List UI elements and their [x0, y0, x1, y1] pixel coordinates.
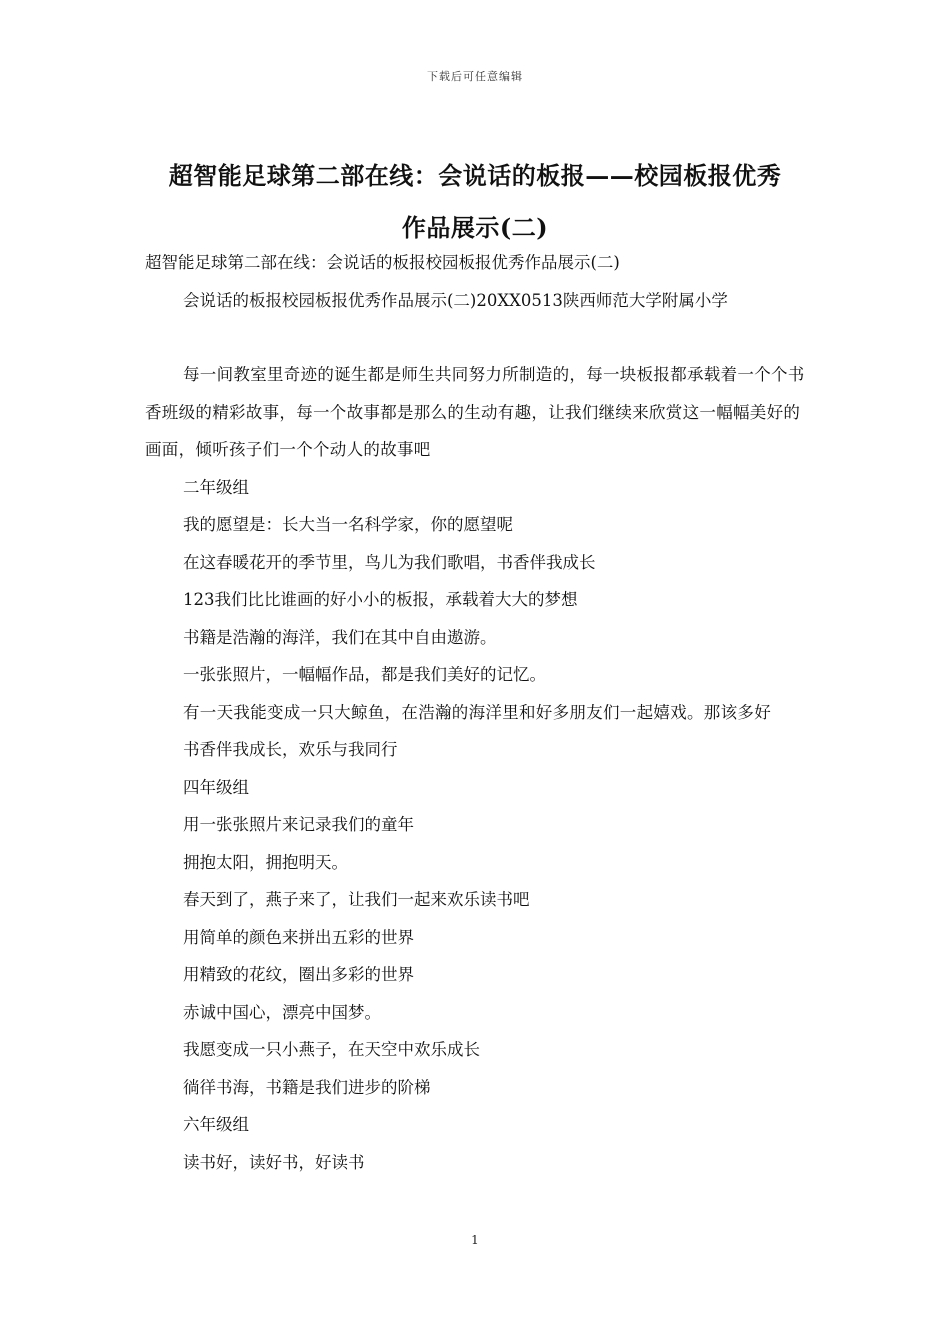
document-body	[145, 244, 810, 1181]
grade2-line: 我的愿望是：长大当一名科学家，你的愿望呢	[183, 515, 513, 534]
section-heading-grade6: 六年级组	[183, 1115, 249, 1134]
grade4-line: 春天到了，燕子来了，让我们一起来欢乐读书吧	[183, 890, 530, 909]
meta-line: 会说话的板报校园板报优秀作品展示(二)20XX0513陕西师范大学附属小学	[183, 290, 728, 310]
grade4-line: 赤诚中国心，漂亮中国梦。	[183, 1002, 381, 1022]
section-heading-grade4: 四年级组	[183, 777, 249, 797]
grade2-line: 书籍是浩瀚的海洋，我们在其中自由遨游。	[183, 627, 497, 647]
section-heading-grade2: 二年级组	[183, 477, 249, 497]
subtitle: 超智能足球第二部在线：会说话的板报校园板报优秀作品展示(二)	[145, 253, 620, 272]
grade4-line: 用精致的花纹，圈出多彩的世界	[183, 965, 414, 984]
grade4-line: 我愿变成一只小燕子，在天空中欢乐成长	[183, 1040, 480, 1059]
document-title	[130, 150, 820, 254]
page-header: 下载后可任意编辑	[427, 70, 523, 83]
title-line-1: 超智能足球第二部在线：会说话的板报——校园板报优秀	[168, 161, 782, 190]
title-line-2: 作品展示(二)	[401, 213, 549, 242]
grade2-line: 一张张照片，一幅幅作品，都是我们美好的记忆。	[183, 665, 546, 684]
intro-paragraph: 每一间教室里奇迹的诞生都是师生共同努力所制造的，每一块板报都承载着一个个书香班级的精彩故事，每一个故事都是那么的生动有趣，让我们继续来欣赏这一幅幅美好的画面，倾听孩子们一个个动人的故事吧	[145, 365, 805, 459]
grade6-line: 读书好，读好书，好读书	[183, 1152, 365, 1172]
spacer	[145, 319, 810, 356]
grade2-line: 在这春暖花开的季节里，鸟儿为我们歌唱，书香伴我成长	[183, 552, 596, 572]
grade4-line: 用简单的颜色来拼出五彩的世界	[183, 927, 414, 947]
grade4-line: 用一张张照片来记录我们的童年	[183, 815, 414, 834]
page-number: 1	[471, 1233, 479, 1247]
grade4-line: 拥抱太阳，拥抱明天。	[183, 852, 348, 872]
grade4-line: 徜徉书海，书籍是我们进步的阶梯	[183, 1077, 431, 1097]
grade2-long-line: 有一天我能变成一只大鲸鱼，在浩瀚的海洋里和好多朋友们一起嬉戏。那该多好	[183, 702, 771, 722]
grade2-line: 书香伴我成长，欢乐与我同行	[183, 740, 398, 759]
grade2-line: 123我们比比谁画的好小小的板报，承载着大大的梦想	[183, 590, 578, 609]
